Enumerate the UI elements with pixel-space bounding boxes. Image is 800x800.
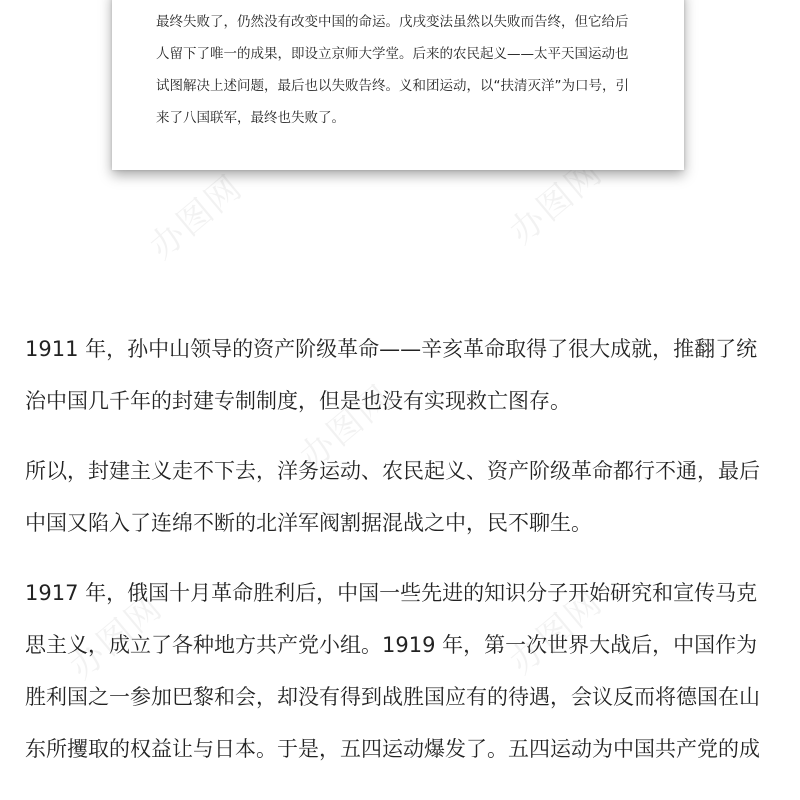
- watermark: 办图网: [502, 152, 611, 253]
- quote-text: [156, 6, 656, 134]
- paragraph-line: 1911 年，孙中山领导的资产阶级革命——辛亥革命取得了很大成就，推翻了统: [25, 337, 758, 361]
- body-text: [25, 323, 785, 775]
- paragraph-line: 治中国几千年的封建专制制度，但是也没有实现救亡图存。: [25, 389, 571, 413]
- quote-line: 来了八国联军，最终也失败了。: [156, 110, 345, 126]
- watermark: 办图网: [62, 587, 171, 688]
- quote-line: 人留下了唯一的成果，即设立京师大学堂。后来的农民起义——太平天国运动也: [156, 46, 629, 62]
- paragraph-line: 1917 年，俄国十月革命胜利后，中国一些先进的知识分子开始研究和宣传马克: [25, 581, 758, 605]
- quote-line: 试图解决上述问题，最后也以失败告终。义和团运动，以“扶清灭洋”为口号，引: [156, 78, 629, 94]
- paragraph-line: 所以，封建主义走不下去，洋务运动、农民起义、资产阶级革命都行不通，最后: [25, 459, 760, 483]
- paragraph-line: 中国又陷入了连绵不断的北洋军阀割据混战之中，民不聊生。: [25, 511, 592, 535]
- paragraph: [25, 445, 785, 549]
- watermark: 办图网: [292, 377, 401, 478]
- quote-card: [112, 0, 684, 170]
- paragraph: [25, 567, 785, 775]
- paragraph-line: 思主义，成立了各种地方共产党小组。1919 年，第一次世界大战后，中国作为: [25, 633, 758, 657]
- watermark: 办图网: [502, 582, 611, 683]
- quote-line: 最终失败了，仍然没有改变中国的命运。戊戌变法虽然以失败而告终，但它给后: [156, 14, 629, 30]
- paragraph: [25, 323, 785, 427]
- watermark: 办图网: [142, 167, 251, 268]
- paragraph-line: 东所攫取的权益让与日本。于是，五四运动爆发了。五四运动为中国共产党的成: [25, 737, 760, 761]
- paragraph-line: 胜利国之一参加巴黎和会，却没有得到战胜国应有的待遇，会议反而将德国在山: [25, 685, 760, 709]
